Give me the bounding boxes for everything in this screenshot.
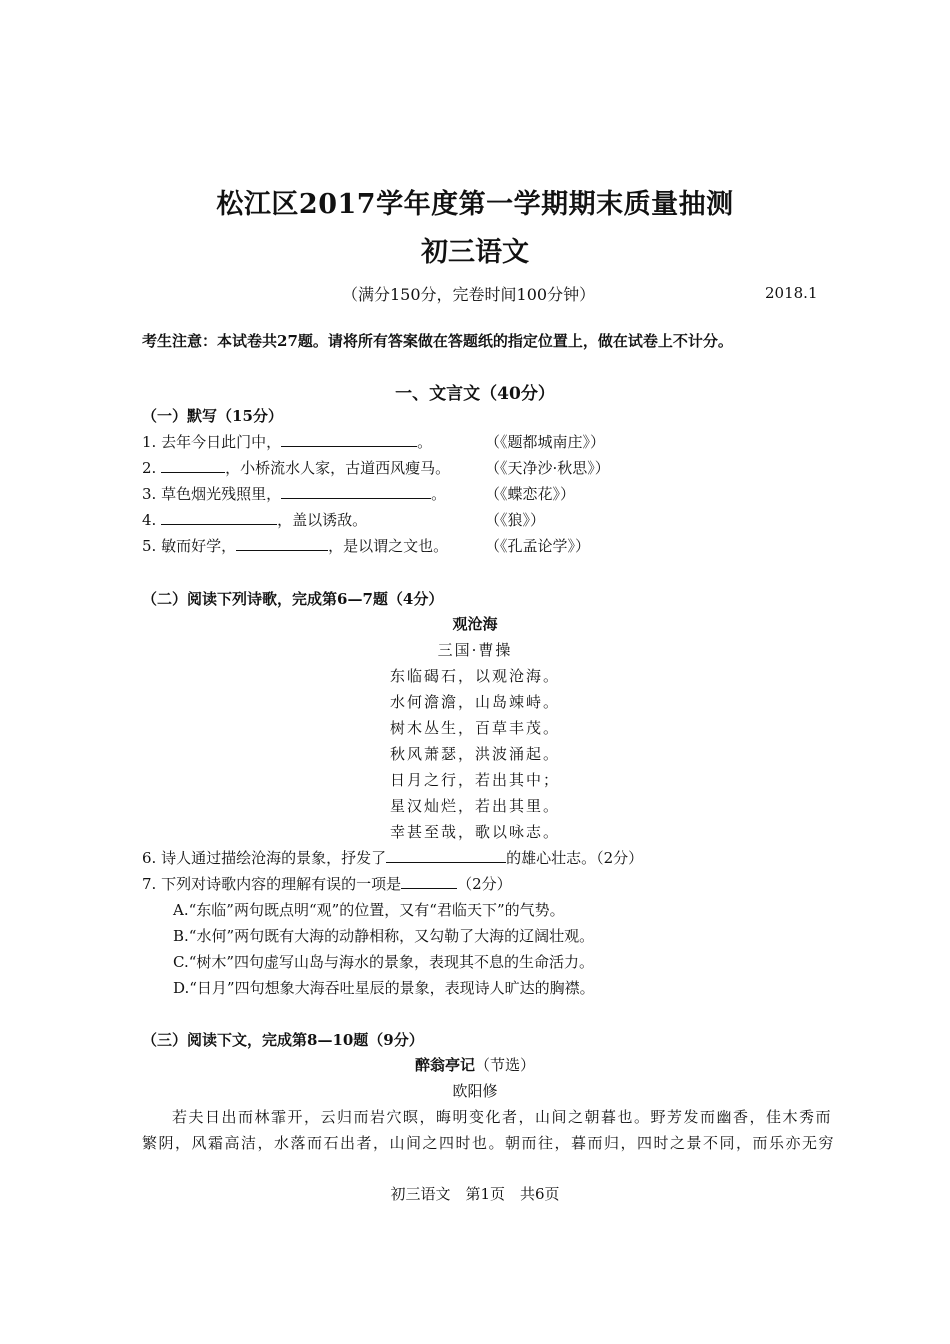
q3-source: （《蝶恋花》） (485, 485, 576, 503)
poem-line: 幸甚至哉，歌以咏志。 (389, 823, 560, 841)
q7-text-end: （2分） (457, 875, 512, 893)
part1-heading: （一）默写（15分） (142, 407, 283, 425)
q4-text-end: ，盖以诱敌。 (277, 511, 368, 529)
poem-line: 树木丛生，百草丰茂。 (389, 719, 560, 737)
q3-blank (281, 484, 431, 499)
q5-text: 5. 敏而好学， (142, 537, 237, 555)
poem-author: 三国·曹操 (437, 641, 513, 659)
poem-line: 东临碣石，以观沧海。 (389, 667, 560, 685)
text-title: 醉翁亭记 (414, 1056, 475, 1074)
q3-text-end: 。 (431, 485, 447, 503)
part2-heading: （二）阅读下列诗歌，完成第6—7题（4分） (142, 590, 444, 608)
q7-option-a: A.“东临”两句既点明“观”的位置，又有“君临天下”的气势。 (173, 901, 565, 919)
q2-text: 2. (142, 459, 162, 477)
q6-blank (386, 848, 506, 863)
q5-blank (236, 536, 328, 551)
text-paragraph-line: 繁阴，风霜高洁，水落而石出者，山间之四时也。朝而往，暮而归，四时之景不同，而乐亦无穷 (142, 1134, 836, 1152)
q3-text: 3. 草色烟光残照里， (142, 485, 282, 503)
q6-line (142, 847, 643, 868)
q4-text: 4. (142, 511, 162, 529)
q7-option-c: C.“树木”四句虚写山岛与海水的景象，表现其不息的生命活力。 (173, 953, 595, 971)
poem-line: 日月之行，若出其中； (389, 771, 560, 789)
q3-line (142, 483, 446, 504)
exam-notice: 考生注意：本试卷共27题。请将所有答案做在答题纸的指定位置上，做在试卷上不计分。 (142, 332, 733, 350)
q6-text-end: 的雄心壮志。（2分） (506, 849, 644, 867)
part3-heading: （三）阅读下文，完成第8—10题（9分） (142, 1031, 424, 1049)
q7-text: 7. 下列对诗歌内容的理解有误的一项是 (142, 875, 402, 893)
q7-line (142, 873, 512, 894)
poem-title: 观沧海 (452, 615, 498, 633)
q7-option-b: B.“水何”两句既有大海的动静相称，又勾勒了大海的辽阔壮观。 (173, 927, 595, 945)
q2-blank (161, 458, 225, 473)
exam-date: 2018.1 (765, 284, 818, 302)
q1-blank (281, 432, 417, 447)
q4-line (142, 509, 367, 530)
text-title-line (0, 1054, 950, 1075)
q4-source: （《狼》） (485, 511, 546, 529)
exam-info: （满分150分，完卷时间100分钟） (342, 285, 596, 304)
q1-source: （《题都城南庄》） (485, 433, 606, 451)
text-paragraph-line: 若夫日出而林霏开，云归而岩穴暝，晦明变化者，山间之朝暮也。野芳发而幽香，佳木秀而 (172, 1108, 833, 1126)
text-note: （节选） (475, 1056, 536, 1074)
q1-line (142, 431, 432, 452)
page-footer: 初三语文 第1页 共6页 (390, 1185, 560, 1203)
q5-source: （《孔孟论学》） (485, 537, 591, 555)
exam-subject: 初三语文 (421, 237, 529, 268)
q4-blank (161, 510, 277, 525)
section-title: 一、文言文（40分） (395, 384, 555, 404)
q2-text-end: ，小桥流水人家，古道西风瘦马。 (225, 459, 451, 477)
q6-text: 6. 诗人通过描绘沧海的景象，抒发了 (142, 849, 387, 867)
q7-blank (401, 874, 457, 889)
q5-text-end: ，是以谓之文也。 (328, 537, 449, 555)
exam-title: 松江区2017学年度第一学期期末质量抽测 (216, 189, 734, 220)
poem-line: 秋风萧瑟，洪波涌起。 (389, 745, 560, 763)
poem-line: 水何澹澹，山岛竦峙。 (389, 693, 560, 711)
q5-line (142, 535, 448, 556)
q1-text-end: 。 (417, 433, 433, 451)
q1-text: 1. 去年今日此门中， (142, 433, 282, 451)
q2-source: （《天净沙·秋思》） (485, 459, 610, 477)
q2-line (142, 457, 450, 478)
text-author: 欧阳修 (452, 1082, 498, 1100)
poem-line: 星汉灿烂，若出其里。 (389, 797, 560, 815)
q7-option-d: D.“日月”四句想象大海吞吐星辰的景象，表现诗人旷达的胸襟。 (173, 979, 595, 997)
